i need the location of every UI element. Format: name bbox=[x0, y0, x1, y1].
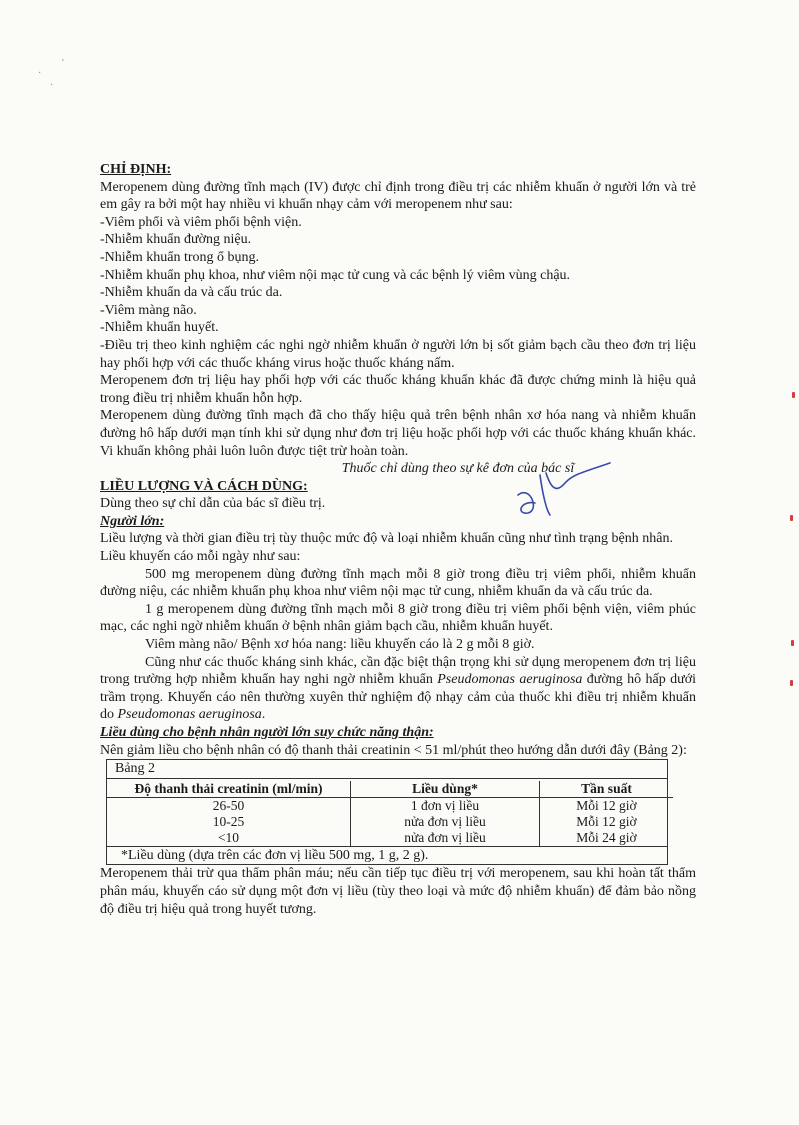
table-header: Độ thanh thải creatinin (ml/min) bbox=[107, 781, 351, 798]
table-cell: nửa đơn vị liều bbox=[351, 830, 540, 846]
table-row bbox=[107, 814, 673, 830]
paragraph: Nên giảm liều cho bệnh nhân có độ thanh thải creatinin < 51 ml/phút theo hướng dẫn dưới đây (Bảng 2): bbox=[100, 742, 687, 758]
text-span: Cũng như các thuốc kháng sinh khác, cần đặc biệt thận trọng khi sử dụng meropenem đơn trị liệu trong trường hợp nhiễm khuẩn hay nghi ngờ nhiễm khuẩn bbox=[100, 654, 696, 688]
table-footnote: *Liều dùng (dựa trên các đơn vị liều 500 mg, 1 g, 2 g). bbox=[107, 846, 667, 865]
paragraph: 1 g meropenem dùng đường tĩnh mạch mỗi 8 giờ trong điều trị viêm phổi bệnh viện, viêm phúc mạc, các nghi ngờ nhiễm khuẩn ở bệnh nhân giảm bạch cầu, nhiễm khuẩn huyết. bbox=[100, 601, 696, 635]
scan-speck: · bbox=[50, 80, 54, 91]
table-cell: 26-50 bbox=[107, 797, 351, 814]
table-row bbox=[107, 797, 673, 814]
paragraph: Liều khuyến cáo mỗi ngày như sau: bbox=[100, 549, 301, 565]
text-span: đường hô hấp dưới trầm trọng. Khuyến cáo nên thường xuyên thử nghiệm độ nhạy cảm của thuốc khi điều trị nhiễm khuẩn do bbox=[100, 672, 696, 723]
table-cell: nửa đơn vị liều bbox=[351, 814, 540, 830]
heading-lieu-luong: LIỀU LƯỢNG VÀ CÁCH DÙNG: bbox=[100, 478, 308, 494]
heading-nguoi-lon: Người lớn: bbox=[100, 513, 165, 529]
scan-speck: · bbox=[38, 68, 42, 79]
text-span: . bbox=[261, 707, 266, 723]
table-caption: Bảng 2 bbox=[107, 760, 667, 779]
scan-mark bbox=[790, 515, 793, 521]
list-item: -Nhiễm khuẩn huyết. bbox=[100, 320, 219, 336]
paragraph: Dùng theo sự chỉ dẫn của bác sĩ điều trị. bbox=[100, 496, 326, 512]
list-item: -Nhiễm khuẩn trong ổ bụng. bbox=[100, 249, 260, 265]
table-cell: Mỗi 12 giờ bbox=[576, 813, 637, 829]
table-cell: 10-25 bbox=[107, 814, 351, 830]
list-item: -Nhiễm khuẩn phụ khoa, như viêm nội mạc tử cung và các bệnh lý viêm vùng chậu. bbox=[100, 267, 571, 283]
heading-chi-dinh: CHỈ ĐỊNH: bbox=[100, 162, 172, 177]
scan-mark bbox=[791, 640, 794, 646]
paragraph: Liều lượng và thời gian điều trị tùy thuộc mức độ và loại nhiễm khuẩn cũng như tình trạng bệnh nhân. bbox=[100, 531, 673, 547]
scan-mark bbox=[790, 680, 793, 686]
prescription-note: Thuốc chỉ dùng theo sự kê đơn của bác sĩ bbox=[341, 461, 575, 477]
table-header: Tần suất bbox=[540, 781, 674, 798]
paragraph: Meropenem dùng đường tĩnh mạch (IV) được chỉ định trong điều trị các nhiễm khuẩn ở người lớn và trẻ em gây ra bởi một hay nhiều vi khuẩn nhạy cảm với meropenem như sau: bbox=[100, 179, 696, 213]
table-cell: Mỗi 24 giờ bbox=[576, 829, 637, 845]
table-row bbox=[107, 830, 673, 846]
scan-mark bbox=[792, 392, 795, 398]
list-item: -Viêm phổi và viêm phổi bệnh viện. bbox=[100, 214, 302, 230]
dosage-table bbox=[106, 759, 668, 865]
table-cell: <10 bbox=[107, 830, 351, 846]
table-cell: Mỗi 12 giờ bbox=[576, 797, 637, 813]
heading-suy-than: Liều dùng cho bệnh nhân người lớn suy chức năng thận: bbox=[100, 725, 434, 740]
list-item: -Nhiễm khuẩn da và cấu trúc da. bbox=[100, 285, 283, 301]
list-item: -Nhiễm khuẩn đường niệu. bbox=[100, 232, 252, 248]
paragraph: Meropenem dùng đường tĩnh mạch đã cho thấy hiệu quả trên bệnh nhân xơ hóa nang và nhiễm khuẩn đường hô hấp dưới mạn tính khi sử dụng như đơn trị liệu hoặc phối hợp với các thuốc kháng khuẩn khác. Vi khuẩn không phải luôn luôn được tiệt trừ hoàn toàn. bbox=[100, 408, 696, 459]
organism-name: Pseudomonas aeruginosa bbox=[117, 707, 262, 723]
table-cell: 1 đơn vị liều bbox=[351, 797, 540, 814]
paragraph: Viêm màng não/ Bệnh xơ hóa nang: liều khuyến cáo là 2 g mỗi 8 giờ. bbox=[145, 637, 535, 653]
list-item: -Điều trị theo kinh nghiệm các nghi ngờ nhiễm khuẩn ở người lớn bị sốt giảm bạch cầu theo đơn trị liệu hay phối hợp với các thuốc kháng virus hoặc thuốc kháng nấm. bbox=[100, 337, 696, 371]
paragraph: Meropenem thải trừ qua thẩm phân máu; nếu cần tiếp tục điều trị với meropenem, sau khi hoàn tất thẩm phân máu, khuyến cáo sử dụng một đơn vị liều (tùy theo loại và mức độ nhiễm khuẩn) để đảm bảo nồng độ điều trị hiệu quả trong huyết tương. bbox=[100, 866, 696, 917]
document-body bbox=[100, 161, 696, 918]
scan-speck: ' bbox=[62, 58, 64, 69]
list-item: -Viêm màng não. bbox=[100, 302, 197, 318]
signature-icon bbox=[510, 455, 620, 525]
paragraph bbox=[100, 654, 696, 724]
organism-name: Pseudomonas aeruginosa bbox=[437, 672, 583, 688]
paragraph: Meropenem đơn trị liệu hay phối hợp với các thuốc kháng khuẩn khác đã được chứng minh là hiệu quả trong điều trị nhiễm khuẩn hỗn hợp. bbox=[100, 373, 696, 406]
table-header: Liều dùng* bbox=[351, 781, 540, 798]
table-header-row bbox=[107, 781, 673, 798]
paragraph: 500 mg meropenem dùng đường tĩnh mạch mỗi 8 giờ trong điều trị viêm phổi, nhiễm khuẩn đường niệu, các nhiễm khuẩn phụ khoa như viêm nội mạc tử cung, nhiễm khuẩn da và cấu trúc da. bbox=[100, 566, 696, 600]
